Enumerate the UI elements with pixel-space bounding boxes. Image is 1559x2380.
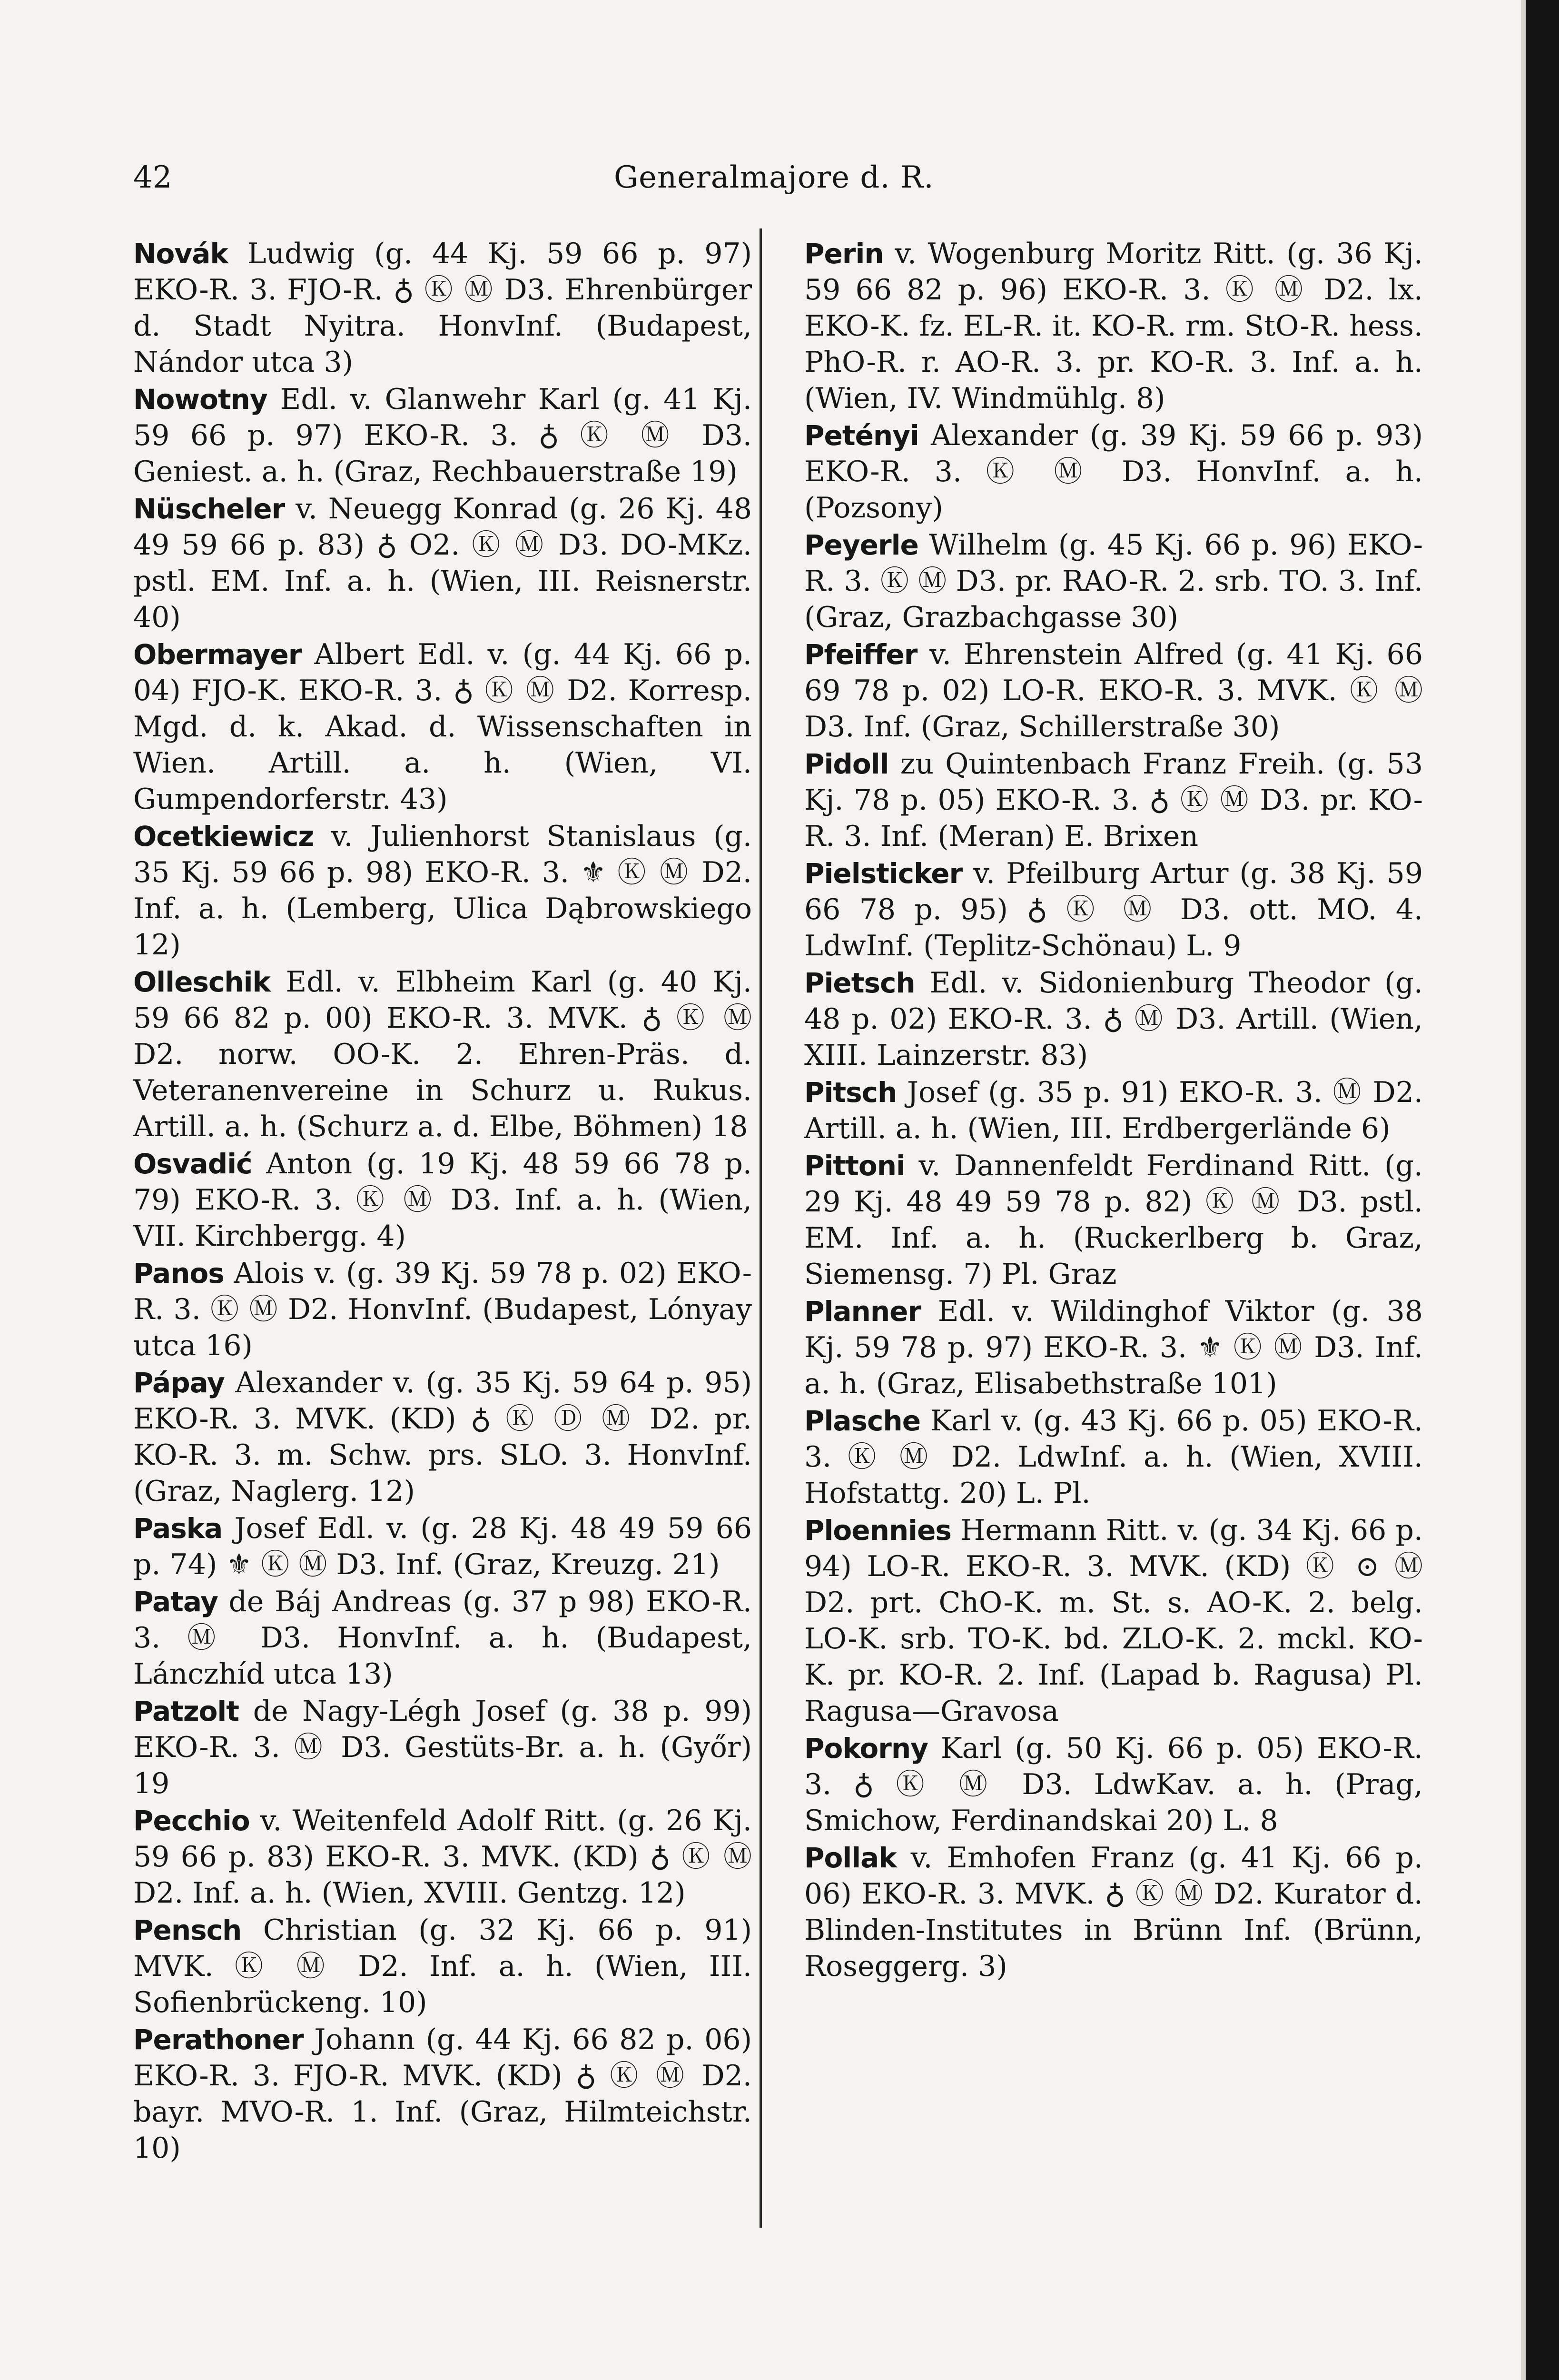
entry	[133, 1365, 752, 1509]
entry-text: Ludwig (g. 44 Kj. 59 66 p. 97) EKO-R. 3. FJO-R. ♁ Ⓚ Ⓜ D3. Ehrenbürger d. Stadt Nyitra. HonvInf. (Budapest, Nándor utca 3)	[133, 237, 752, 379]
section-title: Generalmajore d. R.	[614, 160, 934, 195]
entry	[133, 1693, 752, 1802]
entry	[133, 1255, 752, 1364]
column-divider	[760, 228, 762, 2228]
entry-name: Ocetkiewicz	[133, 820, 314, 853]
entry	[804, 965, 1423, 1073]
entry-name: Pokorny	[804, 1732, 928, 1765]
entry-name: Pensch	[133, 1914, 242, 1946]
entry	[804, 1148, 1423, 1292]
entry-text: Hermann Ritt. v. (g. 34 Kj. 66 p. 94) LO-R. EKO-R. 3. MVK. (KD) Ⓚ ⊙ Ⓜ D2. prt. ChO-K. m. St. s. AO-K. 2. belg. LO-K. srb. TO-K. bd. ZLO-K. 2. mckl. KO-K. pr. KO-R. 2. Inf. (Lapad b. Ragusa) Pl. Ragusa—Gravosa	[804, 1514, 1423, 1728]
entry-name: Novák	[133, 238, 228, 270]
entry-text: Josef (g. 35 p. 91) EKO-R. 3. Ⓜ D2. Artill. a. h. (Wien, III. Erdbergerlände 6)	[804, 1076, 1423, 1145]
entry	[133, 1146, 752, 1254]
entry-name: Petényi	[804, 419, 919, 452]
entry	[133, 1584, 752, 1692]
entry-text: Johann (g. 44 Kj. 66 82 p. 06) EKO-R. 3. FJO-R. MVK. (KD) ♁ Ⓚ Ⓜ D2. bayr. MVO-R. 1. Inf. (Graz, Hilmteichstr. 10)	[133, 2023, 752, 2165]
entry	[804, 1730, 1423, 1839]
entry-name: Perin	[804, 238, 884, 270]
entry-text: v. Emhofen Franz (g. 41 Kj. 66 p. 06) EKO-R. 3. MVK. ♁ Ⓚ Ⓜ D2. Kurator d. Blinden-Institutes in Brünn Inf. (Brünn, Roseggerg. 3)	[804, 1841, 1423, 1983]
entry-text: v. Ehrenstein Alfred (g. 41 Kj. 66 69 78 p. 02) LO-R. EKO-R. 3. MVK. Ⓚ Ⓜ D3. Inf. (Graz, Schillerstraße 30)	[804, 638, 1423, 744]
entry-name: Pielsticker	[804, 857, 963, 890]
entry-text: v. Pfeilburg Artur (g. 38 Kj. 59 66 78 p. 95) ♁ Ⓚ Ⓜ D3. ott. MO. 4. LdwInf. (Teplitz-Schönau) L. 9	[804, 857, 1423, 962]
entry	[804, 1840, 1423, 1984]
entry-text: Karl (g. 50 Kj. 66 p. 05) EKO-R. 3. ♁ Ⓚ Ⓜ D3. LdwKav. a. h. (Prag, Smichow, Ferdinandskai 20) L. 8	[804, 1732, 1423, 1837]
entry	[133, 1912, 752, 2021]
page-edge-shadow	[1521, 0, 1526, 2380]
entry-name: Patzolt	[133, 1695, 239, 1727]
entry	[133, 491, 752, 635]
left-column	[133, 236, 752, 2167]
entry	[133, 2022, 752, 2166]
entry-text: v. Julienhorst Stanislaus (g. 35 Kj. 59 66 p. 98) EKO-R. 3. ⚜ Ⓚ Ⓜ D2. Inf. a. h. (Lemberg, Ulica Dąbrowskiego 12)	[133, 820, 752, 962]
entry-name: Peyerle	[804, 529, 918, 561]
entry-text: Edl. v. Glanwehr Karl (g. 41 Kj. 59 66 p. 97) EKO-R. 3. ♁ Ⓚ Ⓜ D3. Geniest. a. h. (Graz, Rechbauerstraße 19)	[133, 383, 752, 488]
entry	[804, 527, 1423, 635]
entry	[804, 1512, 1423, 1729]
entry-name: Panos	[133, 1257, 224, 1289]
entry	[133, 636, 752, 817]
entry-text: Albert Edl. v. (g. 44 Kj. 66 p. 04) FJO-K. EKO-R. 3. ♁ Ⓚ Ⓜ D2. Korresp. Mgd. d. k. Akad. d. Wissenschaften in Wien. Artill. a. h. (Wien, VI. Gumpendorferstr. 43)	[133, 638, 752, 816]
page-number: 42	[133, 160, 172, 195]
entry-name: Pitsch	[804, 1076, 897, 1109]
entry-text: zu Quintenbach Franz Freih. (g. 53 Kj. 78 p. 05) EKO-R. 3. ♁ Ⓚ Ⓜ D3. pr. KO-R. 3. Inf. (Meran) E. Brixen	[804, 747, 1423, 853]
entry-name: Olleschik	[133, 966, 271, 998]
entry-text: Edl. v. Elbheim Karl (g. 40 Kj. 59 66 82 p. 00) EKO-R. 3. MVK. ♁ Ⓚ Ⓜ D2. norw. OO-K. 2. Ehren-Präs. d. Veteranenvereine in Schurz u. Rukus. Artill. a. h. (Schurz a. d. Elbe, Böhmen) 18	[133, 965, 752, 1143]
entry-name: Perathoner	[133, 2023, 304, 2056]
entry	[133, 381, 752, 490]
entry	[133, 236, 752, 380]
entry	[804, 236, 1423, 416]
page-edge-dark	[1526, 0, 1559, 2380]
entry-name: Pfeiffer	[804, 638, 918, 671]
entry-name: Osvadić	[133, 1148, 252, 1180]
entry-name: Pietsch	[804, 967, 915, 999]
entry-name: Pecchio	[133, 1805, 250, 1837]
entry-name: Ploennies	[804, 1514, 951, 1547]
entry-text: Christian (g. 32 Kj. 66 p. 91) MVK. Ⓚ Ⓜ D2. Inf. a. h. (Wien, III. Sofienbrückeng. 10)	[133, 1914, 752, 2019]
entry-name: Nüscheler	[133, 493, 285, 525]
entry-text: Alexander (g. 39 Kj. 59 66 p. 93) EKO-R. 3. Ⓚ Ⓜ D3. HonvInf. a. h. (Pozsony)	[804, 419, 1423, 525]
entry	[804, 1403, 1423, 1511]
entry-text: Anton (g. 19 Kj. 48 59 66 78 p. 79) EKO-R. 3. Ⓚ Ⓜ D3. Inf. a. h. (Wien, VII. Kirchbergg. 4)	[133, 1147, 752, 1253]
entry-text: Edl. v. Wildinghof Viktor (g. 38 Kj. 59 78 p. 97) EKO-R. 3. ⚜ Ⓚ Ⓜ D3. Inf. a. h. (Graz, Elisabethstraße 101)	[804, 1295, 1423, 1400]
entry-text: Wilhelm (g. 45 Kj. 66 p. 96) EKO-R. 3. Ⓚ Ⓜ D3. pr. RAO-R. 2. srb. TO. 3. Inf. (Graz, Grazbachgasse 30)	[804, 528, 1423, 634]
entry-name: Obermayer	[133, 638, 302, 671]
running-head	[133, 151, 1413, 204]
entry-text: v. Weitenfeld Adolf Ritt. (g. 26 Kj. 59 66 p. 83) EKO-R. 3. MVK. (KD) ♁ Ⓚ Ⓜ D2. Inf. a. h. (Wien, XVIII. Gentzg. 12)	[133, 1804, 752, 1910]
entry-name: Paska	[133, 1512, 223, 1545]
entry-name: Planner	[804, 1295, 921, 1328]
entry	[133, 1803, 752, 1911]
entry-name: Pápay	[133, 1367, 225, 1399]
entry-text: de Nagy-Légh Josef (g. 38 p. 99) EKO-R. 3. Ⓜ D3. Gestüts-Br. a. h. (Győr) 19	[133, 1695, 752, 1800]
entry	[804, 636, 1423, 745]
entry	[133, 818, 752, 963]
entry-name: Pidoll	[804, 748, 889, 780]
entry	[133, 964, 752, 1145]
entry-text: v. Neuegg Konrad (g. 26 Kj. 48 49 59 66 p. 83) ♁ O2. Ⓚ Ⓜ D3. DO-MKz. pstl. EM. Inf. a. h. (Wien, III. Reisnerstr. 40)	[133, 492, 752, 634]
entry-name: Patay	[133, 1586, 218, 1618]
entry-text: Alois v. (g. 39 Kj. 59 78 p. 02) EKO-R. 3. Ⓚ Ⓜ D2. HonvInf. (Budapest, Lónyay utca 16)	[133, 1257, 752, 1362]
entry-text: v. Wogenburg Moritz Ritt. (g. 36 Kj. 59 66 82 p. 96) EKO-R. 3. Ⓚ Ⓜ D2. lx. EKO-K. fz. EL-R. it. KO-R. rm. StO-R. hess. PhO-R. r. AO-R. 3. pr. KO-R. 3. Inf. a. h. (Wien, IV. Windmühlg. 8)	[804, 237, 1423, 415]
entry-text: Edl. v. Sidonienburg Theodor (g. 48 p. 02) EKO-R. 3. ♁ Ⓜ D3. Artill. (Wien, XIII. Lainzerstr. 83)	[804, 966, 1423, 1072]
entry	[804, 417, 1423, 526]
entry-text: v. Dannenfeldt Ferdinand Ritt. (g. 29 Kj. 48 49 59 78 p. 82) Ⓚ Ⓜ D3. pstl. EM. Inf. a. h. (Ruckerlberg b. Graz, Siemensg. 7) Pl. Graz	[804, 1149, 1423, 1291]
entry-name: Plasche	[804, 1405, 921, 1437]
entry	[804, 855, 1423, 964]
right-column	[804, 236, 1423, 1985]
entry	[133, 1510, 752, 1583]
entry	[804, 746, 1423, 854]
entry-text: Alexander v. (g. 35 Kj. 59 64 p. 95) EKO-R. 3. MVK. (KD) ♁ Ⓚ Ⓓ Ⓜ D2. pr. KO-R. 3. m. Schw. prs. SLO. 3. HonvInf. (Graz, Naglerg. 12)	[133, 1366, 752, 1508]
entry-name: Nowotny	[133, 383, 267, 416]
entry-name: Pittoni	[804, 1150, 905, 1182]
entry-text: de Báj Andreas (g. 37 p 98) EKO-R. 3. Ⓜ D3. HonvInf. a. h. (Budapest, Lánczhíd utca 13)	[133, 1585, 752, 1691]
entry	[804, 1293, 1423, 1402]
entry-text: Josef Edl. v. (g. 28 Kj. 48 49 59 66 p. 74) ⚜ Ⓚ Ⓜ D3. Inf. (Graz, Kreuzg. 21)	[133, 1512, 752, 1581]
entry-text: Karl v. (g. 43 Kj. 66 p. 05) EKO-R. 3. Ⓚ Ⓜ D2. LdwInf. a. h. (Wien, XVIII. Hofstattg. 20) L. Pl.	[804, 1404, 1423, 1510]
entry	[804, 1074, 1423, 1147]
entry-name: Pollak	[804, 1842, 897, 1874]
